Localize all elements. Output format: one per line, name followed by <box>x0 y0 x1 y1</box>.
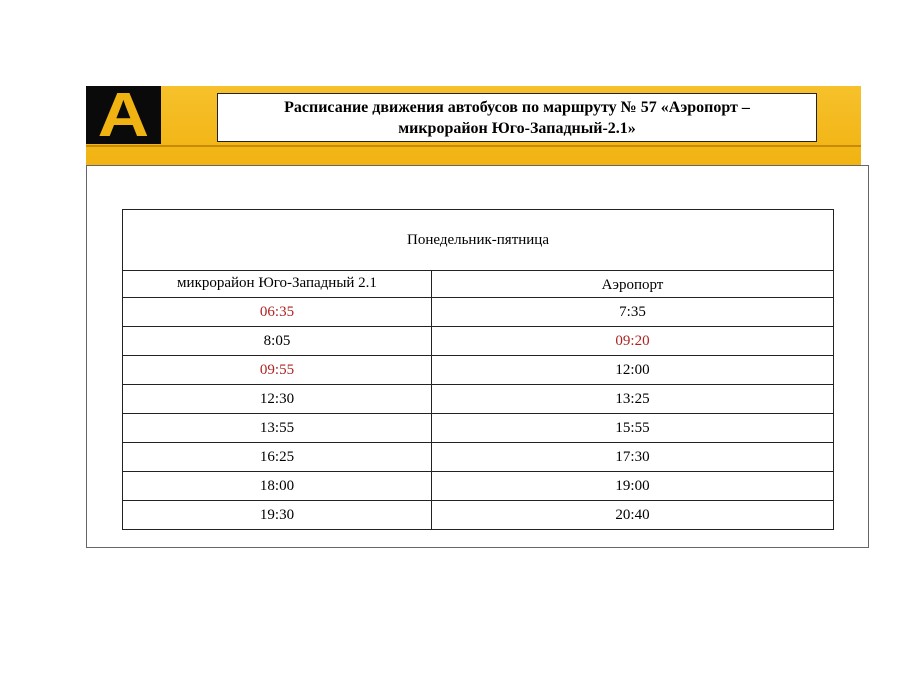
departure-time-from: 09:55 <box>123 356 432 385</box>
table-row <box>123 414 834 443</box>
schedule-table <box>122 209 834 530</box>
title-line-1: Расписание движения автобусов по маршруту № 57 «Аэропорт – <box>284 98 750 116</box>
banner-divider <box>86 145 861 147</box>
day-header-row <box>123 210 834 271</box>
column-header-from: микрорайон Юго-Западный 2.1 <box>123 271 432 298</box>
page-title <box>217 93 817 142</box>
departure-time-from: 06:35 <box>123 298 432 327</box>
title-line-2: микрорайон Юго-Западный-2.1» <box>398 119 636 137</box>
table-row <box>123 385 834 414</box>
column-header-to: Аэропорт <box>432 271 834 298</box>
departure-time-from: 12:30 <box>123 385 432 414</box>
departure-time-to: 7:35 <box>432 298 834 327</box>
table-row <box>123 443 834 472</box>
day-label: Понедельник-пятница <box>123 210 834 271</box>
departure-time-to: 13:25 <box>432 385 834 414</box>
logo <box>86 81 161 150</box>
departure-time-to: 15:55 <box>432 414 834 443</box>
table-row <box>123 327 834 356</box>
departure-time-from: 18:00 <box>123 472 432 501</box>
departure-time-to: 19:00 <box>432 472 834 501</box>
departure-time-to: 12:00 <box>432 356 834 385</box>
table-row <box>123 501 834 530</box>
departure-time-to: 20:40 <box>432 501 834 530</box>
table-row <box>123 356 834 385</box>
departure-time-from: 16:25 <box>123 443 432 472</box>
column-header-row <box>123 271 834 298</box>
departure-time-to: 17:30 <box>432 443 834 472</box>
departure-time-from: 8:05 <box>123 327 432 356</box>
departure-time-from: 13:55 <box>123 414 432 443</box>
departure-time-to: 09:20 <box>432 327 834 356</box>
departure-time-from: 19:30 <box>123 501 432 530</box>
table-row <box>123 298 834 327</box>
logo-letter: A <box>97 81 150 150</box>
table-row <box>123 472 834 501</box>
